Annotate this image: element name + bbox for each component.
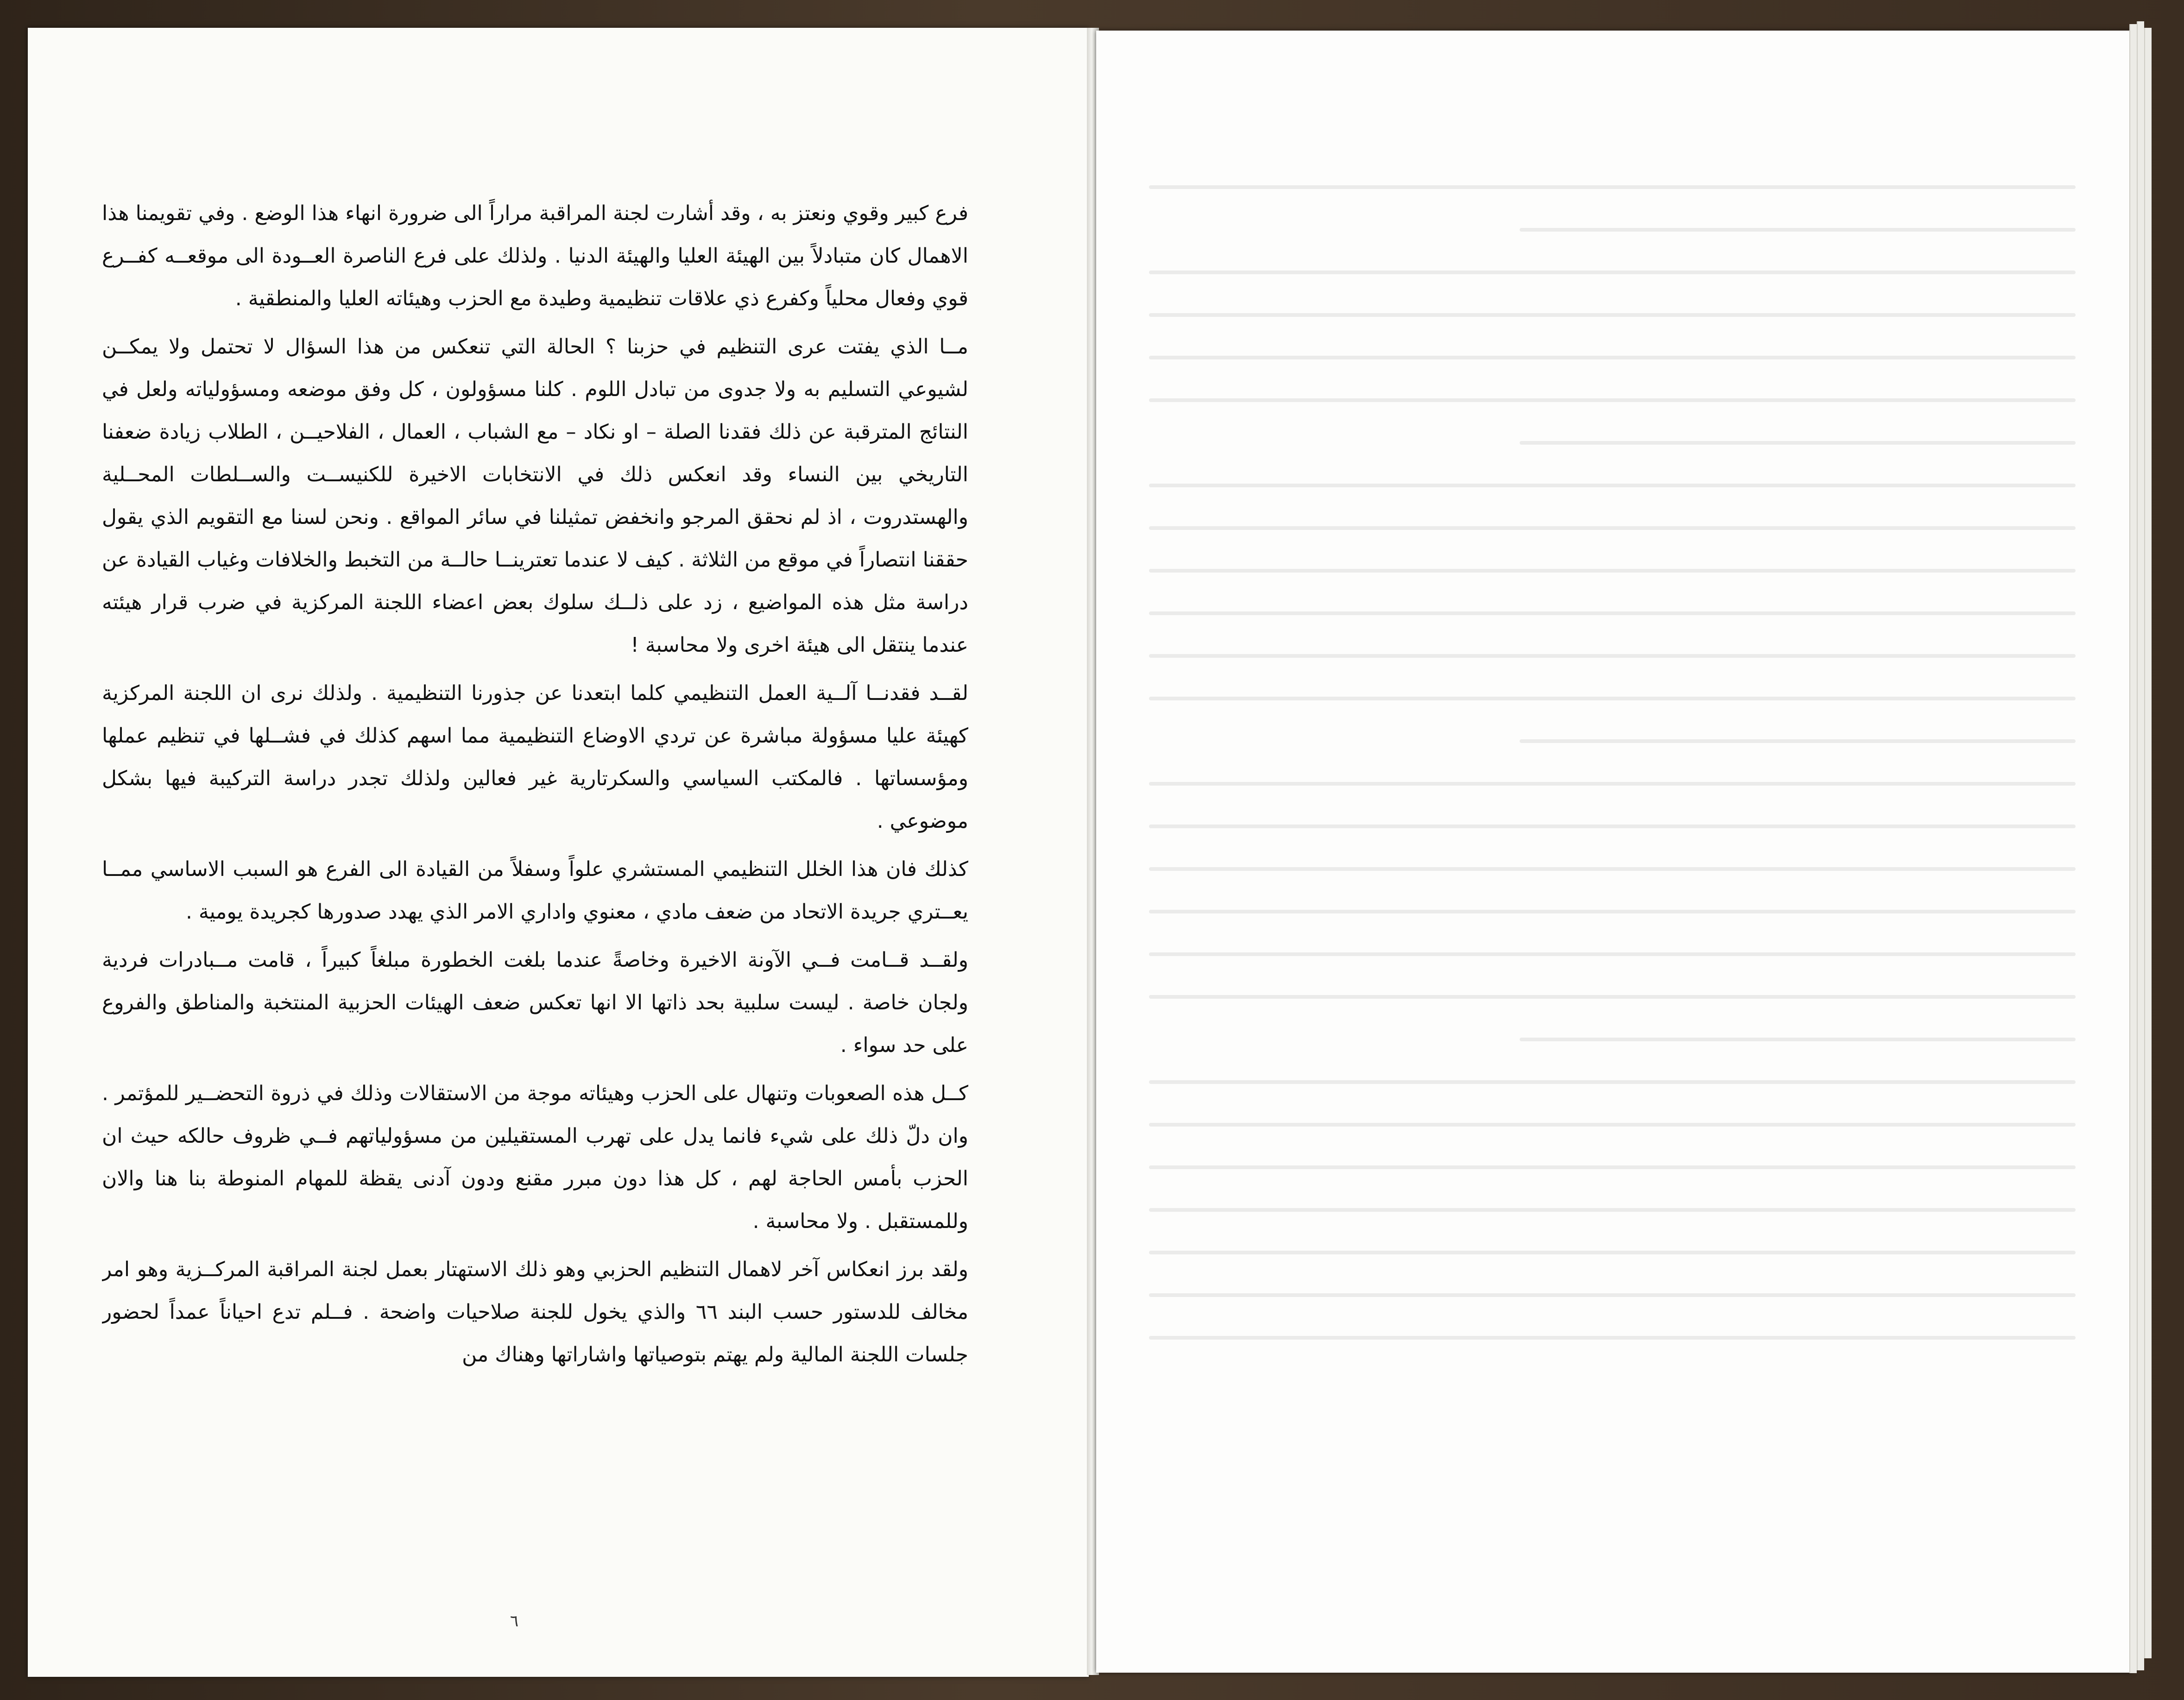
bleed-through-line — [1520, 739, 2076, 743]
bleed-through-line — [1149, 825, 2076, 828]
paragraph: مــا الذي يفتت عرى التنظيم في حزبنا ؟ الحالة التي تنعكس من هذا السؤال لا تحتمل ولا يمكــن لشيوعي التسليم به ولا جدوى من تبادل اللوم . كلنا مسؤولون ، كل وفق موضعه ومسؤولياته ولعل في النتائج المترقبة عن ذلك فقدنا الصلة – او نكاد – مع الشباب ، العمال ، الفلاحيــن ، الطلاب زيادة ضعفنا التاريخي بين النساء وقد انعكس ذلك في الانتخابات الاخيرة للكنيســت والســلطات المحــلية والهستدروت ، اذ لم نحقق المرجو وانخفض تمثيلنا في سائر المواقع . ونحن لسنا مع التقويم الذي يقول حققنا انتصاراً في موقع من الثلاثة . كيف لا عندما تعترينــا حالــة من التخبط والخلافات وغياب القيادة عن دراسة مثل هذه المواضيع ، زد على ذلــك سلوك بعض اعضاء اللجنة المركزية في ضرب قرار هيئته عندما ينتقل الى هيئة اخرى ولا محاسبة ! — [102, 335, 968, 657]
paragraph: كــل هذه الصعوبات وتنهال على الحزب وهيئاته موجة من الاستقالات وذلك في ذروة التحضــير للمؤتمر . وان دلّ ذلك على شيء فانما يدل على تهرب المستقيلين من مسؤولياتهم فــي ظروف حالكه حيث ان الحزب بأمس الحاجة لهم ، كل هذا دون مبرر مقنع ودون آدنى يقظة للمهام المنوطة بنا هنا والان وللمستقبل . ولا محاسبة . — [102, 1082, 968, 1233]
bleed-through-line — [1149, 910, 2076, 913]
bleed-through-line — [1149, 313, 2076, 317]
page-edge — [2144, 28, 2152, 1658]
page-edge — [2137, 21, 2144, 1670]
bleed-through-line — [1149, 1165, 2076, 1169]
bleed-through-line — [1520, 228, 2076, 232]
paragraph: فرع كبير وقوي ونعتز به ، وقد أشارت لجنة المراقبة مراراً الى ضرورة انهاء هذا الوضع . وفي تقويمنا هذا الاهمال كان متبادلاً بين الهيئة العليا والهيئة الدنيا . ولذلك على فرع الناصرة العــودة الى موقعــه كفــرع قوي وفعال محلياً وكفرع ذي علاقات تنظيمية وطيدة مع الحزب وهيئاته العليا والمنطقية . — [102, 201, 968, 310]
page-number: ٦ — [510, 1612, 519, 1631]
paragraph: لقــد فقدنــا آلــية العمل التنظيمي كلما ابتعدنا عن جذورنا التنظيمية . ولذلك نرى ان اللجنة المركزية كهيئة عليا مسؤولة مباشرة عن تردي الاوضاع التنظيمية مما اسهم كذلك في فشــلها في تنظيم عملها ومؤسساتها . فالمكتب السياسي والسكرتارية غير فعالين ولذلك تجدر دراسة التركيبة فيها بشكل موضوعي . — [102, 681, 968, 833]
paragraph: كذلك فان هذا الخلل التنظيمي المستشري علواً وسفلاً من القيادة الى الفرع هو السبب الاساسي ممــا يعــتري جريدة الاتحاد من ضعف مادي ، معنوي واداري الامر الذي يهدد صدورها كجريدة يومية . — [102, 857, 968, 924]
bleed-through-line — [1520, 1038, 2076, 1041]
bleed-through-text — [1149, 185, 2076, 1482]
bleed-through-line — [1149, 1293, 2076, 1297]
bleed-through-line — [1149, 995, 2076, 999]
bleed-through-line — [1149, 398, 2076, 402]
paragraph: ولقد برز انعكاس آخر لاهمال التنظيم الحزبي وهو ذلك الاستهتار بعمل لجنة المراقبة المركــزية وهو امر مخالف للدستور حسب البند ٦٦ والذي يخول للجنة صلاحيات واضحة . فــلم تدع احياناً عمداً لحضور جلسات اللجنة المالية ولم يهتم بتوصياتها واشاراتها وهناك من — [102, 1258, 968, 1366]
bleed-through-line — [1149, 1080, 2076, 1084]
bleed-through-line — [1149, 484, 2076, 487]
bleed-through-line — [1149, 1123, 2076, 1127]
paragraph: ولقــد قــامت فــي الآونة الاخيرة وخاصةً عندما بلغت الخطورة مبلغاً كبيراً ، قامت مــبادرات فردية ولجان خاصة . ليست سلبية بحد ذاتها الا انها تعكس ضعف الهيئات الحزبية المنتخبة والمناطق والفروع على حد سواء . — [102, 948, 968, 1057]
bleed-through-line — [1149, 1336, 2076, 1340]
page-edge — [2129, 24, 2137, 1673]
bleed-through-line — [1149, 356, 2076, 359]
bleed-through-line — [1149, 526, 2076, 530]
body-text — [102, 192, 968, 1563]
bleed-through-line — [1149, 1251, 2076, 1254]
bleed-through-line — [1149, 867, 2076, 871]
bleed-through-line — [1149, 697, 2076, 700]
bleed-through-line — [1149, 654, 2076, 658]
bleed-through-line — [1149, 611, 2076, 615]
bleed-through-line — [1149, 952, 2076, 956]
bleed-through-line — [1149, 1208, 2076, 1212]
bleed-through-line — [1520, 441, 2076, 445]
bleed-through-line — [1149, 185, 2076, 189]
bleed-through-line — [1149, 782, 2076, 786]
bleed-through-line — [1149, 569, 2076, 573]
bleed-through-line — [1149, 271, 2076, 274]
